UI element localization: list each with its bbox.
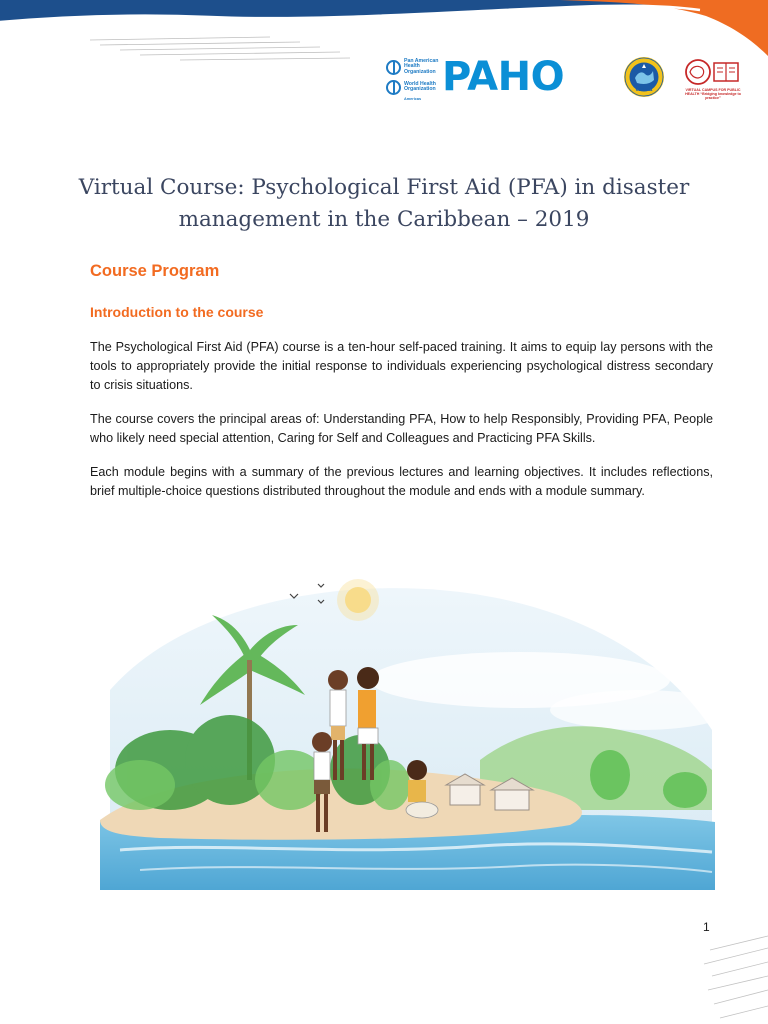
module-structure-paragraph: Each module begins with a summary of the previous lectures and learning objectives. It includes reflections, brief multiple-choice questions distributed throughout the module and ends with a module summary. <box>90 465 713 499</box>
section-heading: Course Program <box>90 262 220 280</box>
virtual-campus-logo <box>678 57 748 99</box>
page-number: 1 <box>703 920 710 934</box>
intro-paragraph: The Psychological First Aid (PFA) course is a ten-hour self-paced training. It aims to equip lay persons with the tools to appropriately provide the initial response to individuals experiencing psychological distress secondary to crisis situations. <box>90 340 713 393</box>
sub-heading: Introduction to the course <box>90 304 264 320</box>
cdema-seal-label: CDEMA <box>635 87 653 92</box>
who-region-name: Americas <box>404 97 422 101</box>
who-org-name: World Health Organization <box>404 80 436 92</box>
paho-wordmark: PAHO <box>442 54 565 100</box>
course-areas-paragraph: The course covers the principal areas of: Understanding PFA, How to help Responsibly, Providing PFA, People who likely need special attention, Caring for Self and Colleagues and Practicing PFA Skills. <box>90 412 713 446</box>
document-title: Virtual Course: Psychological First Aid (PFA) in disaster management in the Caribbean – 2019 <box>78 175 690 232</box>
virtual-campus-caption: VIRTUAL CAMPUS FOR PUBLIC HEALTH “Bridging knowledge to practice” <box>685 88 741 101</box>
globe-icon <box>386 60 401 75</box>
who-emblem-icon <box>386 80 401 95</box>
island-illustration <box>100 570 720 900</box>
paho-org-name: Pan American Health Organization <box>404 57 439 75</box>
virtual-campus-emblem-icon <box>678 57 748 87</box>
cdema-seal-icon <box>623 56 665 98</box>
sun-icon <box>337 579 379 621</box>
corner-decoration <box>700 930 768 1024</box>
partner-logos <box>386 55 746 101</box>
paho-who-logo <box>386 57 442 99</box>
